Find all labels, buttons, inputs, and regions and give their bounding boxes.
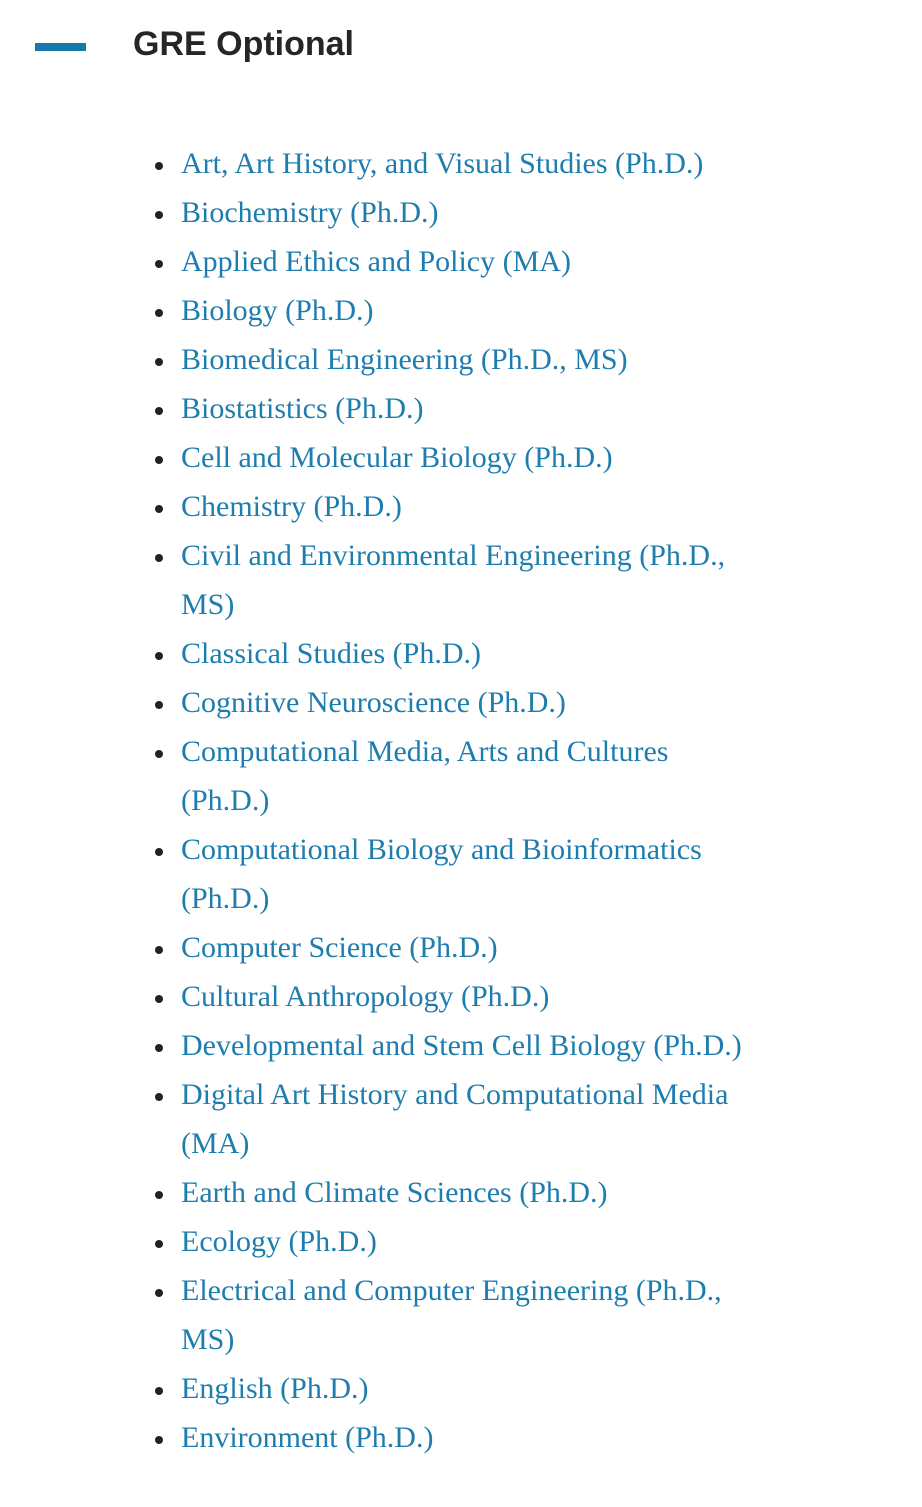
program-link[interactable]: Computational Biology and Bioinformatics (Ph.D.): [181, 832, 702, 915]
program-list-item: [177, 1217, 762, 1266]
program-link[interactable]: Ecology (Ph.D.): [181, 1224, 377, 1258]
program-link[interactable]: Art, Art History, and Visual Studies (Ph.D.): [181, 146, 704, 180]
program-link[interactable]: Cultural Anthropology (Ph.D.): [181, 979, 550, 1013]
program-list-item: [177, 1021, 762, 1070]
program-list-item: [177, 482, 762, 531]
program-link[interactable]: Applied Ethics and Policy (MA): [181, 244, 571, 278]
program-list-item: [177, 1070, 762, 1168]
program-link[interactable]: Computational Media, Arts and Cultures (Ph.D.): [181, 734, 669, 817]
program-list-item: [177, 825, 762, 923]
program-link[interactable]: Cognitive Neuroscience (Ph.D.): [181, 685, 566, 719]
program-link[interactable]: Environment (Ph.D.): [181, 1420, 434, 1454]
program-link[interactable]: Classical Studies (Ph.D.): [181, 636, 481, 670]
program-link[interactable]: Biostatistics (Ph.D.): [181, 391, 424, 425]
section-title: GRE Optional: [133, 25, 354, 63]
program-link[interactable]: Computer Science (Ph.D.): [181, 930, 498, 964]
program-list-item: [177, 678, 762, 727]
program-link[interactable]: Civil and Environmental Engineering (Ph.D., MS): [181, 538, 726, 621]
program-list-item: [177, 727, 762, 825]
program-link[interactable]: Chemistry (Ph.D.): [181, 489, 402, 523]
program-list-item: [177, 335, 762, 384]
program-link[interactable]: Earth and Climate Sciences (Ph.D.): [181, 1175, 608, 1209]
program-list-item: [177, 1266, 762, 1364]
program-link[interactable]: English (Ph.D.): [181, 1371, 369, 1405]
program-link[interactable]: Cell and Molecular Biology (Ph.D.): [181, 440, 613, 474]
program-list: [177, 139, 762, 1462]
program-link[interactable]: Biochemistry (Ph.D.): [181, 195, 439, 229]
program-list-item: [177, 1413, 762, 1462]
section-header-gre-optional[interactable]: [0, 0, 922, 65]
collapse-minus-icon[interactable]: [35, 43, 86, 51]
program-list-item: [177, 384, 762, 433]
program-list-item: [177, 188, 762, 237]
program-link[interactable]: Biology (Ph.D.): [181, 293, 374, 327]
program-list-item: [177, 531, 762, 629]
program-list-item: [177, 286, 762, 335]
program-link[interactable]: Digital Art History and Computational Media (MA): [181, 1077, 729, 1160]
program-list-item: [177, 923, 762, 972]
program-link[interactable]: Electrical and Computer Engineering (Ph.D., MS): [181, 1273, 722, 1356]
program-list-item: [177, 1364, 762, 1413]
program-link[interactable]: Biomedical Engineering (Ph.D., MS): [181, 342, 628, 376]
program-list-item: [177, 629, 762, 678]
program-list-item: [177, 433, 762, 482]
program-link[interactable]: Developmental and Stem Cell Biology (Ph.D.): [181, 1028, 742, 1062]
program-list-item: [177, 237, 762, 286]
program-list-item: [177, 139, 762, 188]
program-list-item: [177, 1168, 762, 1217]
program-list-item: [177, 972, 762, 1021]
